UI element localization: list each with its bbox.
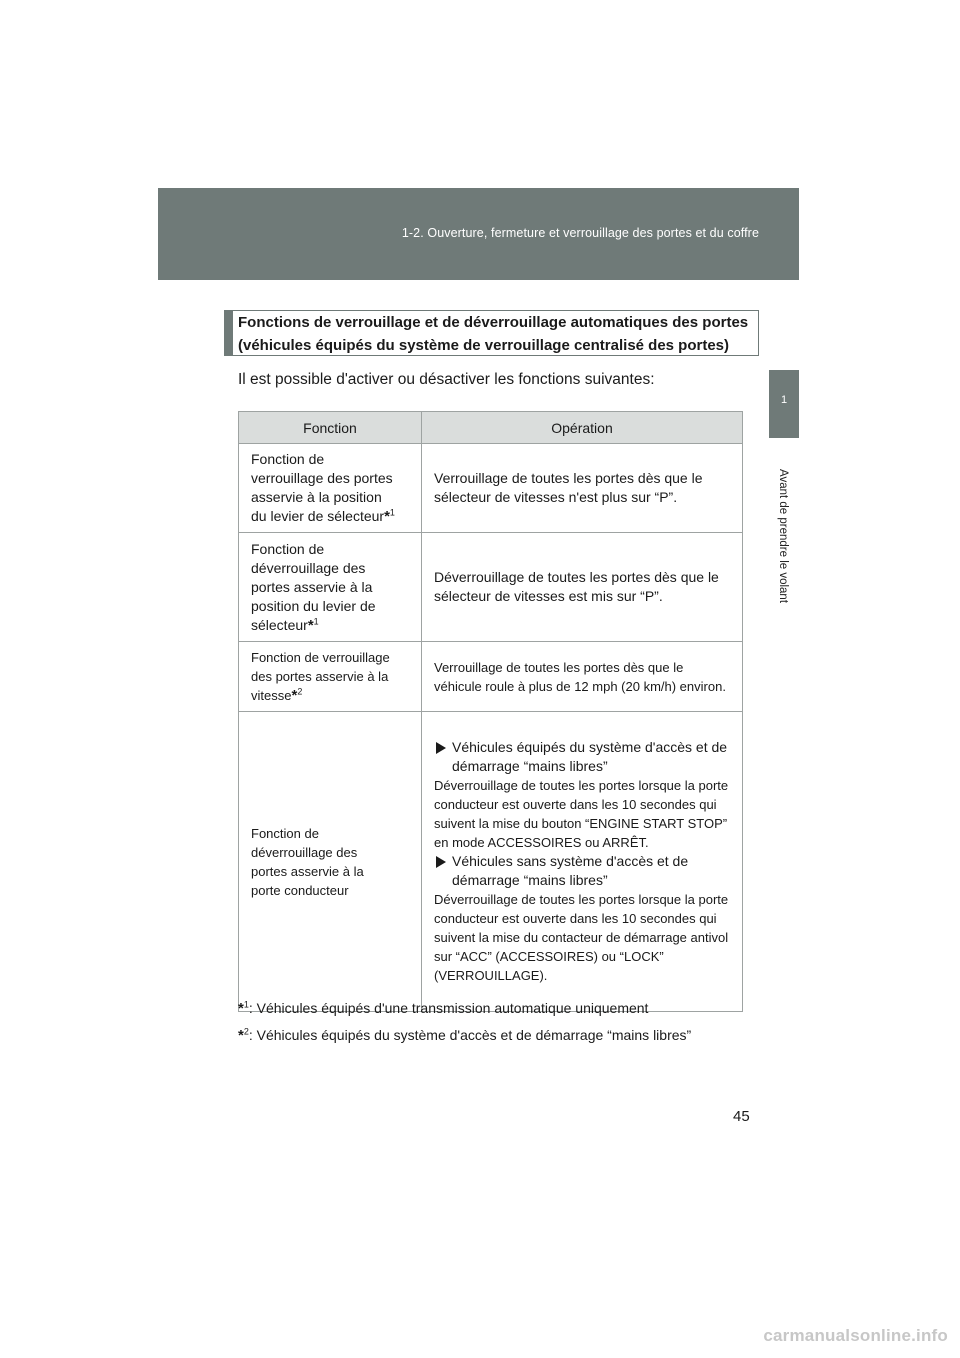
footnote-text: : Véhicules équipés d'une transmission automatique uniquement	[248, 1000, 649, 1016]
operation-cell: Déverrouillage de toutes les portes dès que le sélecteur de vitesses est mis sur “P”.	[422, 533, 743, 642]
function-line: des portes asservie à la	[251, 669, 389, 684]
function-line: du levier de sélecteur	[251, 508, 385, 524]
breadcrumb: 1-2. Ouverture, fermeture et verrouillage des portes et du coffre	[401, 226, 759, 240]
table-row	[239, 642, 743, 712]
function-line: Fonction de verrouillage	[251, 650, 390, 665]
footnote-ref: 2	[297, 686, 303, 697]
footnote-star: *	[307, 616, 314, 634]
footnote-ref: 1	[313, 615, 319, 626]
chapter-tab	[769, 370, 799, 438]
function-line: portes asservie à la	[251, 578, 373, 595]
footnote-mark: 1	[243, 999, 249, 1010]
table-row	[239, 533, 743, 642]
table-row	[239, 712, 743, 1012]
chapter-tab-label: Avant de prendre le volant	[777, 468, 789, 604]
intro-text: Il est possible d'activer ou désactiver les fonctions suivantes:	[238, 371, 655, 388]
function-line: Fonction de	[251, 825, 319, 841]
footnote-star: *	[291, 687, 298, 704]
function-line: sélecteur	[251, 616, 308, 633]
section-title	[224, 310, 759, 356]
chapter-tab-number: 1	[780, 394, 788, 406]
function-line: portes asservie à la	[251, 863, 364, 879]
footnote-text: : Véhicules équipés du système d'accès et de démarrage “mains libres”	[248, 1027, 692, 1043]
operation-text: Déverrouillage de toutes les portes lorsque la porte conducteur est ouverte dans les 10 secondes qui suivent la mise du bouton “ENGINE START STOP” en mode ACCESSOIRES ou ARRÊT.	[434, 778, 729, 850]
function-line: verrouillage des portes	[251, 470, 393, 486]
function-line: asservie à la position	[251, 489, 382, 505]
operation-cell: Verrouillage de toutes les portes dès que le sélecteur de vitesses n'est plus sur “P”.	[422, 444, 743, 533]
condition-label: Véhicules sans système d'accès et de démarrage “mains libres”	[452, 853, 689, 888]
triangle-bullet-icon	[436, 742, 446, 754]
table-row	[239, 444, 743, 533]
condition-label: Véhicules équipés du système d'accès et de démarrage “mains libres”	[452, 739, 728, 774]
section-title-line-1: Fonctions de verrouillage et de déverrouillage automatiques des portes	[238, 314, 749, 331]
function-line: vitesse	[251, 688, 292, 703]
function-cell	[239, 533, 422, 642]
table-header-row	[239, 412, 743, 444]
function-line: déverrouillage des	[251, 844, 358, 860]
footnote-ref: 1	[389, 507, 395, 518]
function-line: déverrouillage des	[251, 559, 366, 576]
watermark: carmanualsonline.info	[763, 1326, 948, 1345]
triangle-bullet-icon	[436, 856, 446, 868]
condition-bullet	[434, 852, 730, 890]
footnote-2	[238, 1027, 691, 1044]
footnote-star: *	[238, 1000, 244, 1017]
operation-cell: Verrouillage de toutes les portes dès que le véhicule roule à plus de 12 mph (20 km/h) environ.	[422, 642, 743, 712]
function-cell	[239, 712, 422, 1012]
section-title-line-2: (véhicules équipés du système de verrouillage centralisé des portes)	[238, 337, 730, 354]
function-line: porte conducteur	[251, 882, 349, 898]
footnote-star: *	[238, 1027, 244, 1044]
column-header-fonction: Fonction	[239, 412, 422, 444]
function-line: position du levier de	[251, 597, 376, 614]
column-header-operation: Opération	[422, 412, 743, 444]
condition-bullet	[434, 738, 730, 776]
functions-table	[238, 411, 743, 1012]
function-line: Fonction de	[251, 451, 325, 467]
operation-text: Déverrouillage de toutes les portes lorsque la porte conducteur est ouverte dans les 10 secondes qui suivent la mise du contacteur de démarrage antivol sur “ACC” (ACCESSOIRES) ou “LOCK” (VERROUILLAGE).	[434, 892, 729, 983]
footnote-mark: 2	[243, 1026, 249, 1037]
footnote-star: *	[384, 508, 390, 525]
footnote-1	[238, 1000, 648, 1017]
function-cell	[239, 444, 422, 533]
function-cell	[239, 642, 422, 712]
page-number: 45	[733, 1108, 750, 1125]
operation-cell	[422, 712, 743, 1012]
function-line: Fonction de	[251, 540, 325, 557]
chapter-header-band	[158, 188, 799, 280]
